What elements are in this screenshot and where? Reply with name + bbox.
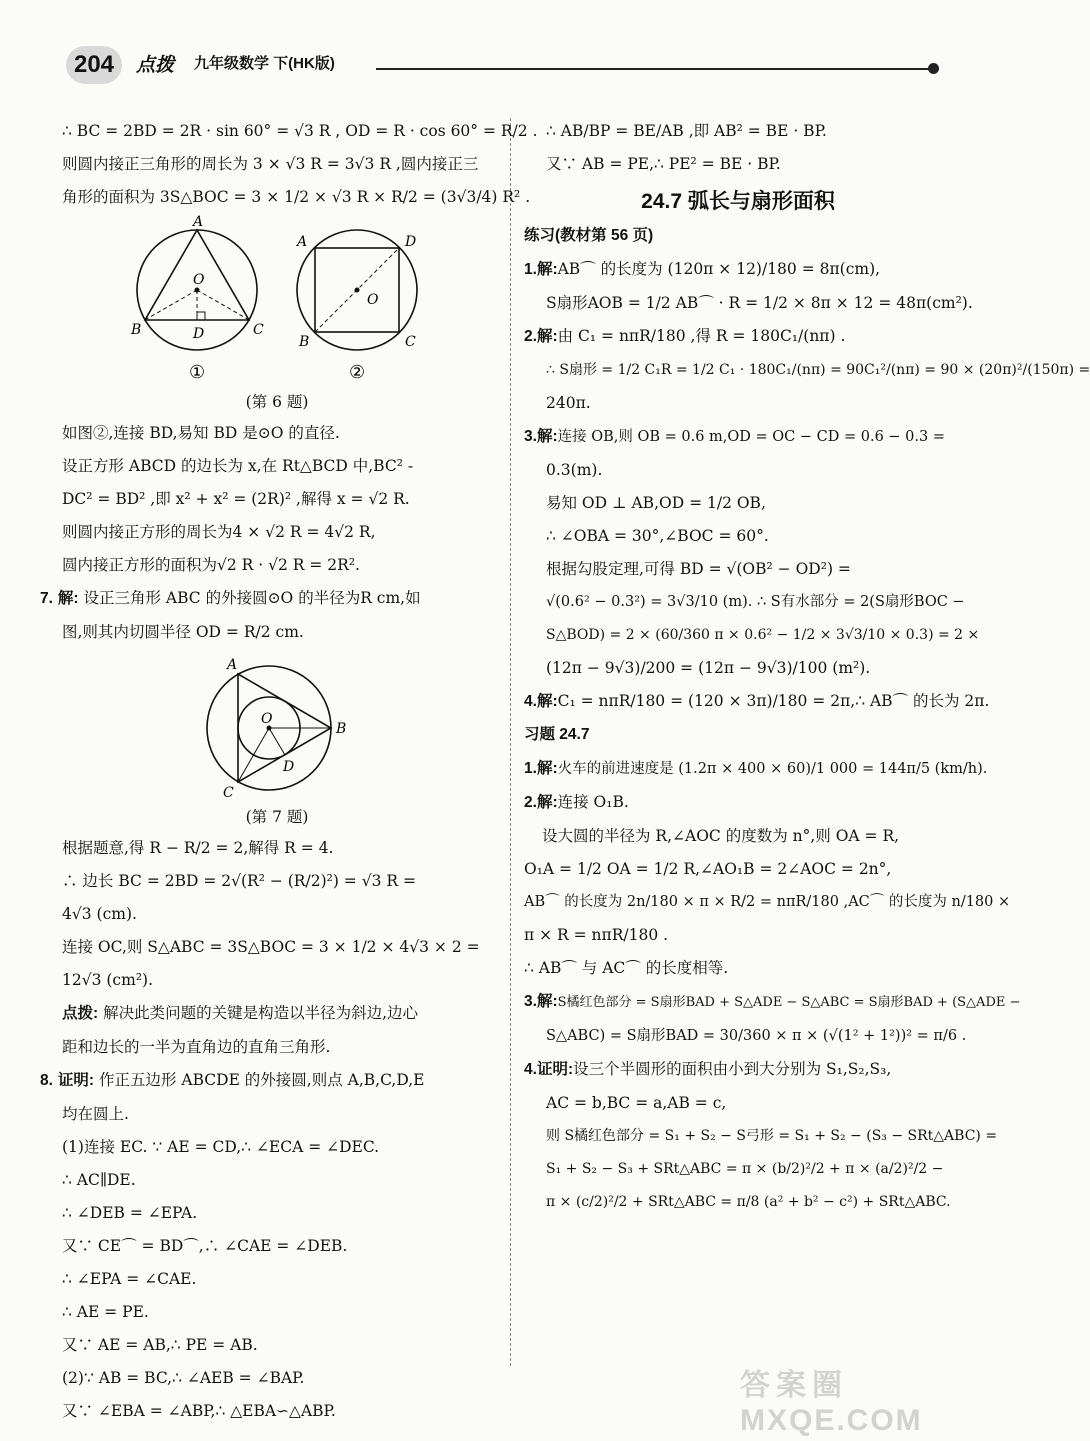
text-line: ∴ 边长 BC = 2BD = 2√(R² − (R/2)²) = √3 R = (62, 872, 416, 890)
square-in-circle-figure (287, 218, 427, 388)
text-line: (1)连接 EC. ∵ AE = CD,∴ ∠ECA = ∠DEC. (62, 1138, 380, 1156)
answer-text: 设三个半圆形的面积由小到大分别为 S₁,S₂,S₃, (573, 1060, 892, 1078)
tip-text: 解决此类问题的关键是构造以半径为斜边,边心 (103, 1004, 419, 1022)
column-divider (510, 118, 511, 1366)
text-line: 则 S橘红色部分 = S₁ + S₂ − S弓形 = S₁ + S₂ − (S₃ − SRt△ABC) = (546, 1128, 998, 1144)
question-number: 3. (524, 428, 537, 445)
text-line: S₁ + S₂ − S₃ + SRt△ABC = π × (b/2)²/2 + π × (a/2)²/2 − (546, 1161, 944, 1177)
text-line: ∴ BC = 2BD = 2R · sin 60° = √3 R , OD = R · cos 60° = R/2 . (62, 122, 538, 140)
figure-6 (62, 214, 492, 388)
practice-title: 练习(教材第 56 页) (524, 227, 654, 244)
text-line: 图,则其内切圆半径 OD = R/2 cm. (62, 623, 304, 641)
practice-2 (524, 323, 1090, 416)
text-line: 240π. (546, 394, 591, 412)
label-a: A (297, 234, 308, 250)
text-line: O₁A = 1/2 OA = 1/2 R,∠AO₁B = 2∠AOC = 2n°, (524, 860, 892, 878)
header-dot (928, 63, 939, 74)
question-number: 8. (40, 1072, 53, 1089)
label-c: C (253, 322, 264, 338)
answer-tag: 解: (536, 328, 558, 345)
figure-tag-2: ② (349, 362, 366, 383)
incircle-figure (197, 653, 357, 803)
text-line: (2)∵ AB = BC,∴ ∠AEB = ∠BAP. (62, 1369, 305, 1387)
text-line: ∴ AB⌒ 与 AC⌒ 的长度相等. (524, 959, 729, 977)
answer-tag: 证明: (536, 1061, 574, 1078)
answer-tag: 证明: (57, 1072, 95, 1089)
question-text: 作正五边形 ABCDE 的外接圆,则点 A,B,C,D,E (98, 1071, 425, 1089)
book-title: 九年级数学 下(HK版) (194, 55, 335, 72)
exercise-3 (524, 988, 1021, 1049)
text-line: S扇形AOB = 1/2 AB⌒ · R = 1/2 × 8π × 12 = 48π(cm²). (546, 294, 973, 312)
exercise-title: 习题 24.7 (524, 726, 590, 743)
tip (62, 1000, 492, 1027)
text-line: ∴ ∠DEB = ∠EPA. (62, 1204, 198, 1222)
practice-3 (524, 423, 980, 681)
text-line: 又∵ AE = AB,∴ PE = AB. (62, 1336, 258, 1354)
answer-tag: 解: (536, 794, 558, 811)
label-b: B (336, 721, 347, 737)
answer-tag: 解: (57, 590, 79, 607)
answer-text: 由 C₁ = nπR/180 ,得 R = 180C₁/(nπ) . (557, 327, 846, 345)
text-line: ∴ AC∥DE. (62, 1171, 136, 1189)
watermark-text: 答案圈 (740, 1369, 848, 1402)
text-line: 如图②,连接 BD,易知 BD 是⊙O 的直径. (62, 424, 340, 442)
watermark-url: MXQE.COM (740, 1404, 923, 1437)
label-o: O (367, 292, 379, 308)
page-number: 204 (66, 46, 122, 84)
text-line: 则圆内接正三角形的周长为 3 × √3 R = 3√3 R ,圆内接正三 (62, 155, 479, 173)
text-line: AB⌒ 的长度为 2n/180 × π × R/2 = nπR/180 ,AC⌒ 的长度为 n/180 × (524, 894, 1011, 910)
figure-caption: (第 6 题) (245, 393, 309, 411)
answer-text: 火车的前进速度是 (1.2π × 400 × 60)/1 000 = 144π/5 (km/h). (557, 761, 988, 777)
text-line: 则圆内接正方形的周长为4 × √2 R = 4√2 R, (62, 523, 376, 541)
exercise-2 (524, 789, 1011, 981)
answer-tag: 解: (536, 693, 558, 710)
text-line: 又∵ AB = PE,∴ PE² = BE · BP. (546, 155, 781, 173)
right-column (524, 118, 1090, 1222)
answer-text: 连接 O₁B. (557, 793, 629, 811)
figure-7 (62, 653, 492, 803)
text-line: 连接 OC,则 S△ABC = 3S△BOC = 3 × 1/2 × 4√3 × 2 = (62, 938, 480, 956)
left-column (40, 118, 538, 1431)
text-line: S△ABC) = S扇形BAD = 30/360 × π × (√(1² + 1²))² = π/6 . (546, 1028, 967, 1044)
text-line: 根据题意,得 R − R/2 = 2,解得 R = 4. (62, 839, 334, 857)
text-line: π × R = nπR/180 . (524, 926, 669, 944)
answer-text: C₁ = nπR/180 = (120 × 3π)/180 = 2π,∴ AB⌒ 的长为 2π. (557, 692, 990, 710)
label-c: C (223, 785, 234, 801)
label-c: C (405, 334, 416, 350)
page-header (66, 44, 966, 86)
label-d: D (405, 234, 417, 250)
question-number: 2. (524, 794, 537, 811)
text-line: ∴ ∠OBA = 30°,∠BOC = 60°. (546, 527, 769, 545)
exercise-1 (524, 755, 988, 782)
tip-tag: 点拨: (62, 1005, 99, 1022)
question-number: 2. (524, 328, 537, 345)
watermark (740, 1360, 990, 1437)
label-d: D (283, 759, 295, 775)
question-number: 3. (524, 993, 537, 1010)
label-a: A (193, 214, 204, 230)
text-line: π × (c/2)²/2 + SRt△ABC = π/8 (a² + b² − c²) + SRt△ABC. (546, 1194, 951, 1210)
answer-tag: 解: (536, 428, 558, 445)
section-title: 24.7 弧长与扇形面积 (641, 190, 835, 213)
text-line: 设正方形 ABCD 的边长为 x,在 Rt△BCD 中,BC² - (62, 457, 414, 475)
brand-logo: 点拨 (136, 54, 175, 76)
question-number: 1. (524, 261, 537, 278)
label-b: B (131, 322, 142, 338)
triangle-in-circle-figure (127, 214, 267, 388)
figure-caption: (第 7 题) (245, 808, 309, 826)
text-line: 0.3(m). (546, 461, 603, 479)
figure-tag-1: ① (189, 362, 206, 383)
text-line: DC² = BD² ,即 x² + x² = (2R)² ,解得 x = √2 R. (62, 490, 410, 508)
practice-1 (524, 256, 973, 316)
exercise-4 (524, 1056, 998, 1215)
question-8 (40, 1067, 492, 1094)
text-line: 又∵ ∠EBA = ∠ABP,∴ △EBA∽△ABP. (62, 1402, 336, 1420)
question-number: 4. (524, 1061, 537, 1078)
question-text: 设正三角形 ABC 的外接圆⊙O 的半径为R cm,如 (83, 589, 421, 607)
label-b: B (299, 334, 310, 350)
text-line: ∴ S扇形 = 1/2 C₁R = 1/2 C₁ · 180C₁/(nπ) = 90C₁²/(nπ) = 90 × (20π)²/(150π) = (546, 362, 1090, 378)
header-rule (376, 68, 931, 70)
text-line: 设大圆的半径为 R,∠AOC 的度数为 n°,则 OA = R, (542, 827, 900, 845)
answer-tag: 解: (536, 261, 558, 278)
answer-text: AB⌒ 的长度为 (120π × 12)/180 = 8π(cm), (557, 260, 881, 278)
answer-tag: 解: (536, 993, 558, 1010)
answer-tag: 解: (536, 760, 558, 777)
text-line: (12π − 9√3)/200 = (12π − 9√3)/100 (m²). (546, 659, 871, 677)
label-d: D (193, 326, 205, 342)
question-number: 1. (524, 760, 537, 777)
text-line: 距和边长的一半为直角边的直角三角形. (62, 1038, 331, 1056)
answer-text: 连接 OB,则 OB = 0.6 m,OD = OC − CD = 0.6 − 0.3 = (557, 429, 945, 445)
question-number: 4. (524, 693, 537, 710)
text-line: 12√3 (cm²). (62, 971, 154, 989)
label-a: A (227, 657, 238, 673)
text-line: 角形的面积为 3S△BOC = 3 × 1/2 × √3 R × R/2 = (3√3/4) R² . (62, 188, 531, 206)
text-line: ∴ ∠EPA = ∠CAE. (62, 1270, 197, 1288)
practice-4 (524, 688, 990, 715)
text-line: ∴ AE = PE. (62, 1303, 149, 1321)
label-o: O (193, 272, 205, 288)
text-line: √(0.6² − 0.3²) = 3√3/10 (m). ∴ S有水部分 = 2(S扇形BOC − (546, 594, 965, 610)
text-line: 易知 OD ⊥ AB,OD = 1/2 OB, (546, 494, 766, 512)
text-line: 均在圆上. (62, 1105, 129, 1123)
label-o: O (261, 711, 273, 727)
text-line: 圆内接正方形的面积为√2 R · √2 R = 2R². (62, 556, 360, 574)
answer-text: S橘红色部分 = S扇形BAD + S△ADE − S△ABC = S扇形BAD + (S△ADE − (557, 995, 1021, 1010)
question-number: 7. (40, 590, 53, 607)
text-line: 4√3 (cm). (62, 905, 137, 923)
text-line: S△BOD) = 2 × (60/360 π × 0.6² − 1/2 × 3√3/10 × 0.3) = 2 × (546, 627, 980, 643)
text-line: ∴ AB/BP = BE/AB ,即 AB² = BE · BP. (546, 122, 827, 140)
text-line: 根据勾股定理,可得 BD = √(OB² − OD²) = (546, 560, 851, 578)
question-7 (40, 585, 492, 612)
text-line: AC = b,BC = a,AB = c, (546, 1094, 727, 1112)
text-line: 又∵ CE⌒ = BD⌒,∴ ∠CAE = ∠DEB. (62, 1237, 348, 1255)
